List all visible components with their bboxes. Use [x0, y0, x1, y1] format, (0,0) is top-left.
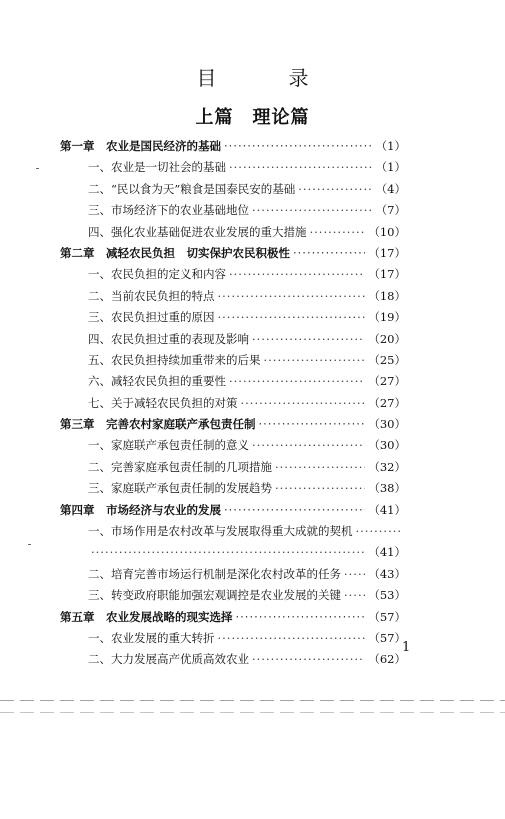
toc-section-entry: [60, 564, 406, 585]
toc-entry-title: 三、转变政府职能加强宏观调控是农业发展的关键: [88, 588, 341, 603]
dot-leader: [91, 542, 365, 563]
dot-leader: [229, 371, 365, 392]
toc-entry-page: （53）: [368, 588, 406, 603]
dot-leader: [264, 350, 366, 371]
toc-entry-page: （17）: [368, 245, 406, 260]
dot-leader: [259, 414, 366, 435]
toc-section-entry: [60, 329, 406, 350]
dot-leader: [229, 157, 373, 178]
dot-leader: [275, 478, 365, 499]
toc-entry-page: （27）: [368, 395, 406, 410]
toc-section-entry: [60, 393, 406, 414]
toc-entry-title: 一、市场作用是农村改革与发展取得重大成就的契机: [88, 524, 353, 539]
toc-chapter-entry: [60, 500, 406, 521]
dot-leader: [229, 264, 365, 285]
toc-entry-title: 二、“民以食为天”粮食是国泰民安的基础: [88, 181, 296, 196]
toc-entry-page: （4）: [375, 181, 406, 196]
toc-entry-title: 三、市场经济下的农业基础地位: [88, 203, 249, 218]
toc-chapter-entry: [60, 607, 406, 628]
toc-entry-title: 四、农民负担过重的表现及影响: [88, 331, 249, 346]
toc-entry-page: （41）: [368, 545, 406, 560]
toc-entry-title: 三、农民负担过重的原因: [88, 310, 215, 325]
toc-entry-page: （7）: [375, 203, 406, 218]
scan-line: [0, 700, 505, 701]
dot-leader: [344, 585, 365, 606]
toc-entry-title: 第一章 农业是国民经济的基础: [60, 139, 221, 153]
toc-entry-page: （20）: [368, 331, 406, 346]
toc-entry-page: （57）: [368, 630, 406, 645]
toc-entry-title: 一、农业是一切社会的基础: [88, 160, 226, 175]
page-number: 1: [402, 640, 411, 655]
margin-mark: [36, 168, 39, 169]
toc-entry-page: （17）: [368, 267, 406, 282]
toc-entry-page: （19）: [368, 310, 406, 325]
table-of-contents: [60, 136, 406, 671]
dot-leader: [293, 243, 365, 264]
dot-leader: [310, 222, 366, 243]
toc-entry-title: 七、关于减轻农民负担的对策: [88, 395, 238, 410]
scan-line: [0, 712, 505, 713]
dot-leader: [344, 564, 365, 585]
toc-section-entry: [60, 307, 406, 328]
toc-chapter-entry: [60, 243, 406, 264]
toc-entry-page: （41）: [368, 502, 406, 517]
dot-leader: [224, 500, 365, 521]
toc-section-entry: [60, 200, 406, 221]
toc-section-entry: [60, 457, 406, 478]
dot-leader: [252, 200, 373, 221]
toc-section-entry: [60, 264, 406, 285]
toc-entry-page: （10）: [368, 224, 406, 239]
dot-leader: [252, 329, 365, 350]
toc-entry-title: 六、减轻农民负担的重要性: [88, 374, 226, 389]
toc-chapter-entry: [60, 414, 406, 435]
dot-leader: [275, 457, 365, 478]
toc-section-entry: [60, 585, 406, 606]
toc-entry-title: 第三章 完善农村家庭联产承包责任制: [60, 417, 256, 432]
toc-section-entry: [60, 478, 406, 499]
toc-entry-title: 四、强化农业基础促进农业发展的重大措施: [88, 224, 307, 239]
toc-entry-title: 三、家庭联产承包责任制的发展趋势: [88, 481, 272, 496]
toc-entry-page: （38）: [368, 481, 406, 496]
dot-leader: [218, 628, 366, 649]
toc-entry-page: （43）: [368, 566, 406, 581]
toc-continuation-entry: [60, 542, 406, 563]
dot-leader: [218, 307, 366, 328]
dot-leader: [241, 393, 366, 414]
toc-section-entry: [60, 435, 406, 456]
toc-entry-page: （30）: [368, 438, 406, 453]
dot-leader: [356, 521, 404, 542]
dot-leader: [224, 136, 373, 157]
dot-leader: [236, 607, 366, 628]
toc-entry-title: 二、大力发展高产优质高效农业: [88, 652, 249, 667]
dot-leader: [298, 179, 372, 200]
toc-entry-title: 一、农业发展的重大转折: [88, 630, 215, 645]
toc-title: 目 录: [196, 66, 335, 90]
toc-entry-page: （57）: [368, 609, 406, 624]
toc-entry-page: （25）: [368, 352, 406, 367]
toc-entry-page: （62）: [368, 652, 406, 667]
toc-section-entry: [60, 350, 406, 371]
toc-entry-title: 第二章 减轻农民负担 切实保护农民积极性: [60, 245, 290, 260]
toc-section-entry: [60, 371, 406, 392]
toc-section-entry: [60, 157, 406, 178]
dot-leader: [252, 435, 365, 456]
toc-entry-title: 一、农民负担的定义和内容: [88, 267, 226, 282]
toc-entry-title: 二、培育完善市场运行机制是深化农村改革的任务: [88, 566, 341, 581]
toc-entry-page: （30）: [368, 417, 406, 432]
toc-chapter-entry: [60, 136, 406, 157]
toc-entry-page: （18）: [368, 288, 406, 303]
toc-entry-title: 第四章 市场经济与农业的发展: [60, 502, 221, 517]
margin-mark: [28, 544, 31, 545]
toc-entry-title: 五、农民负担持续加重带来的后果: [88, 352, 261, 367]
part-title: 上篇 理论篇: [195, 107, 310, 128]
toc-entry-page: （1）: [375, 160, 406, 175]
toc-entry-page: （27）: [368, 374, 406, 389]
toc-entry-page: （32）: [368, 459, 406, 474]
toc-section-entry: [60, 649, 406, 670]
toc-entry-title: 一、家庭联产承包责任制的意义: [88, 438, 249, 453]
toc-entry-title: 二、完善家庭承包责任制的几项措施: [88, 459, 272, 474]
toc-entry-page: （1）: [375, 139, 406, 153]
toc-section-entry: [60, 628, 406, 649]
toc-entry-title: 第五章 农业发展战略的现实选择: [60, 609, 233, 624]
dot-leader: [218, 286, 366, 307]
dot-leader: [252, 649, 365, 670]
toc-entry-title: 二、当前农民负担的特点: [88, 288, 215, 303]
toc-section-entry: [60, 521, 406, 542]
toc-section-entry: [60, 222, 406, 243]
toc-section-entry: [60, 179, 406, 200]
toc-section-entry: [60, 286, 406, 307]
